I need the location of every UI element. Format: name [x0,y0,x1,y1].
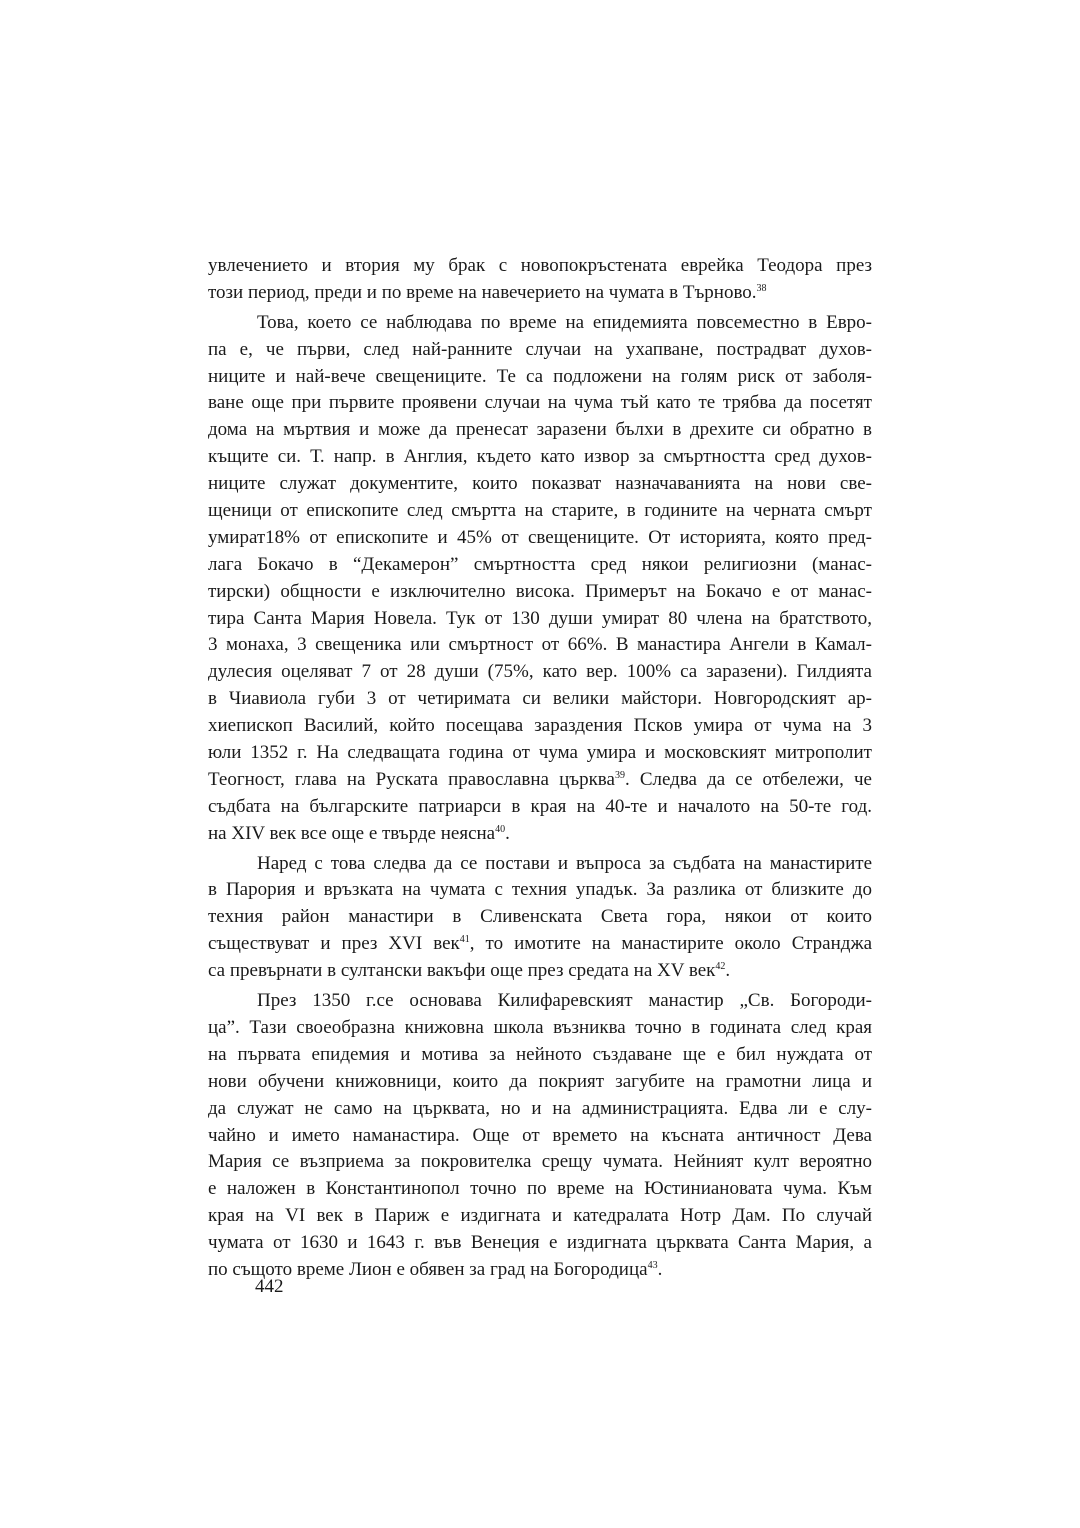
text-line: увлечението и втория му брак с новопокръстената еврейка Теодора през [208,255,872,276]
text-line: нови обучени книжовници, които да покрият загубите на грамотни лица и [208,1070,872,1092]
text-line: този период, преди и по време на навечерието на чумата в Търново.$^{38}$ [208,281,767,303]
text-line: умират18% от епископите и 45% от свещениците. От историята, която пред- [208,526,872,548]
text-line: в Парория и връзката на чумата с техния упадък. За разлика от близките до [208,879,872,901]
text-line: по същото време Лион е обявен за град на Богородица$^{43}$. [208,1258,663,1280]
paragraph [208,253,872,307]
text-line: е наложен в Константинопол точно по време на Юстиниановата чума. Към [208,1178,872,1200]
text-line: на XIV век все още е твърде неясна$^{40}$. [208,822,510,844]
text-line: Това, което се наблюдава по време на епидемията повсеместно в Евро- [257,311,872,333]
text-line: чайно и името наманастира. Още от времето на късната античност Дева [208,1124,872,1146]
text-line: Наред с това следва да се постави и въпроса за съдбата на манастирите [257,852,872,874]
text-line: съдбата на българските патриарси в края на 40-те и началото на 50-те год. [208,795,872,817]
text-line: къщите си. Т. напр. в Англия, където като извор за смъртността сред духов- [208,446,872,468]
footnote-ref: 40 [495,823,506,835]
footnote-ref: 38 [756,282,767,294]
text-line: ниците и най-вече свещениците. Те са подложени на голям риск от заболя- [208,365,872,387]
text-line: 3 монаха, 3 свещеника или смъртност от 66%. В манастира Ангели в Камал- [208,634,872,656]
text-line: тирски) общности е изключително висока. Примерът на Бокачо е от манас- [208,580,872,602]
paragraph [208,988,872,1284]
text-line: техния район манастири в Сливенската Света гора, някои от които [208,906,872,928]
paragraph [208,851,872,985]
text-line: на първата епидемия и мотива за нейното създаване ще е бил нуждата от [208,1043,872,1065]
footnote-ref: 39 [614,769,625,781]
text-line: съществуват и през XVI век$^{41}$, то имотите на манастирите около Странджа [208,933,872,955]
text-line: края на VI век в Париж е издигната и катедралата Нотр Дам. По случай [208,1205,872,1227]
footnote-ref: 41 [459,934,470,946]
text-line: са превърнати в султански вакъфи още през средата на XV век$^{42}$. [208,960,731,982]
text-line: да служат не само на църквата, но и на администрацията. Едва ли е слу- [208,1097,872,1119]
text-line: тира Санта Мария Новела. Тук от 130 души умират 80 члена на братството, [208,607,872,629]
text-line: лага Бокачо в “Декамерон” смъртността сред някои религиозни (манас- [208,553,872,575]
text-line: дулесия оцеляват 7 от 28 души (75%, като вер. 100% са заразени). Гилдията [208,661,872,683]
text-line: юли 1352 г. На следващата година от чума умира и московският митрополит [208,742,872,764]
text-line: чумата от 1630 и 1643 г. във Венеция е издигната църквата Санта Мария, а [208,1232,872,1254]
page-body [208,253,872,1284]
footnote-ref: 42 [715,961,726,973]
text-line: щеници от епископите след смъртта на старите, в годините на черната смърт [208,500,872,522]
text-line: дома на мъртвия и може да пренесат заразени бълхи в дрехите си обратно в [208,419,872,441]
text-line: па е, че първи, след най-ранните случаи на ухапване, пострадват духов- [208,338,872,360]
text-line: ване още при първите проявени случаи на чума тъй като те трябва да посетят [208,392,872,414]
page-number: 442 [255,1276,284,1297]
text-line: хиепископ Василий, който посещава зараздения Псков умира от чума на 3 [208,715,872,737]
text-line: ниците служат документите, които показват назначаванията на нови све- [208,473,872,495]
text-line: в Чиавиола губи 3 от четиримата си велики майстори. Новгородският ар- [208,688,872,710]
text-line: ца”. Тази своеобразна книжовна школа възниква точно в годината след края [208,1016,872,1038]
text-line: През 1350 г.се основава Килифаревският манастир „Св. Богороди- [257,990,872,1012]
text-line: Теогност, глава на Руската православна църква$^{39}$. Следва да се отбележи, че [208,768,872,790]
paragraph [208,310,872,848]
text-line: Мария се възприема за покровителка срещу чумата. Нейният култ вероятно [208,1151,872,1173]
footnote-ref: 43 [647,1259,658,1271]
